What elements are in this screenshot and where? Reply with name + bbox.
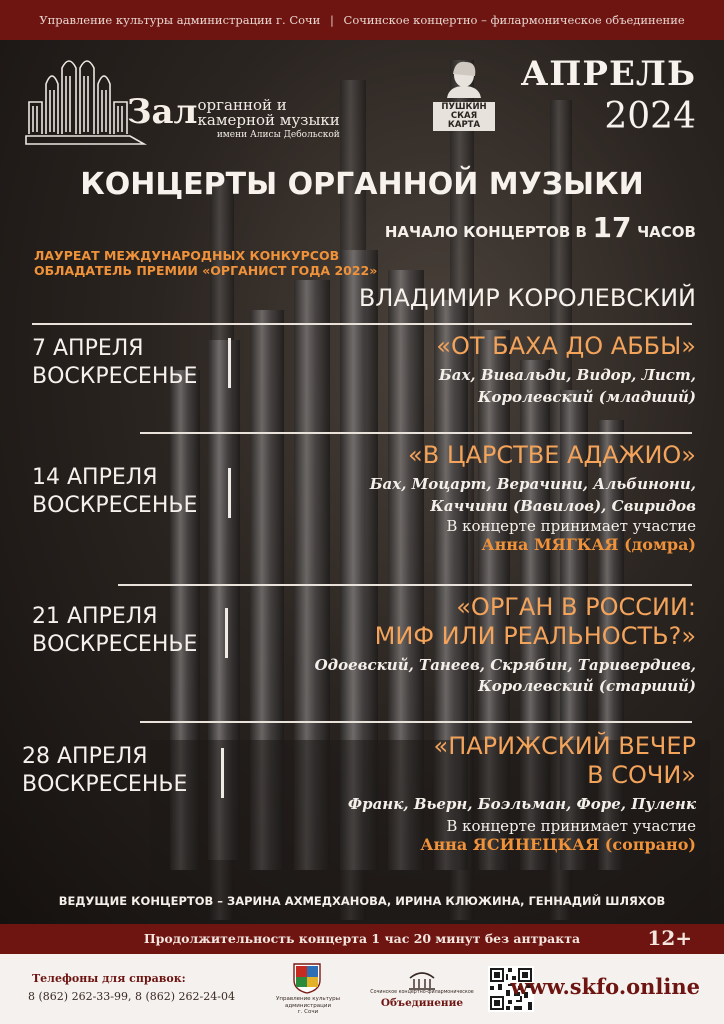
concert-1-title: «ОТ БАХА ДО АББЫ» — [436, 332, 696, 360]
hosts-line: ВЕДУЩИЕ КОНЦЕРТОВ – ЗАРИНА АХМЕДХАНОВА, ИРИНА КЛЮЖИНА, ГЕННАДИЙ ШЛЯХОВ — [58, 894, 666, 908]
culture-caption-2: администрации — [284, 1002, 332, 1009]
concert-1-bar — [228, 338, 231, 388]
performer-name: ВЛАДИМИР КОРОЛЕВСКИЙ — [358, 284, 696, 312]
sko-big-text: Объединение — [380, 997, 464, 1009]
divider-1 — [32, 323, 692, 325]
concert-2-participation: В концерте принимает участие — [446, 517, 696, 536]
laureate-line1: ЛАУРЕАТ МЕЖДУНАРОДНЫХ КОНКУРСОВ — [34, 248, 340, 263]
concert-4-info — [348, 732, 696, 854]
concert-1-day: ВОСКРЕСЕНЬЕ — [32, 363, 198, 389]
hall-name — [127, 92, 340, 143]
philharmonic-building-icon — [407, 968, 437, 990]
hall-name-line1: органной и — [197, 96, 287, 114]
culture-caption-1: Управление культуры — [276, 996, 340, 1002]
divider-4 — [140, 721, 692, 723]
hall-name-line2: камерной музыки — [197, 111, 340, 129]
concert-3-date-text: 21 АПРЕЛЯ — [32, 604, 158, 629]
concert-1-date — [32, 335, 197, 390]
concert-2-day: ВОСКРЕСЕНЬЕ — [32, 492, 198, 518]
philharmonic-text: Сочинское концертно – филармоническое объединение — [343, 13, 685, 27]
pushkin-line1: ПУШКИН — [441, 102, 487, 112]
concert-2-soloist: Анна МЯГКАЯ (домра) — [481, 535, 696, 555]
concert-1-date-text: 7 АПРЕЛЯ — [32, 336, 144, 361]
divider-3 — [118, 584, 692, 586]
pushkin-line3: КАРТА — [447, 120, 481, 130]
top-strip — [0, 0, 724, 40]
concert-3-title-2: МИФ ИЛИ РЕАЛЬНОСТЬ?» — [374, 621, 696, 650]
concert-3-day: ВОСКРЕСЕНЬЕ — [32, 631, 198, 657]
hall-name-line3: имени Алисы Дебольской — [216, 130, 340, 140]
concert-2-bar — [228, 468, 231, 518]
concert-4-date-text: 28 АПРЕЛЯ — [22, 744, 148, 769]
concert-4-soloist: Анна ЯСИНЕЦКАЯ (сопрано) — [420, 835, 696, 855]
divider-2 — [140, 432, 692, 434]
concert-1-info — [436, 332, 696, 408]
concert-4-title-2: В СОЧИ» — [587, 760, 696, 789]
concert-1-composers-2: Королевский (младший) — [477, 387, 696, 406]
start-text: НАЧАЛО КОНЦЕРТОВ В — [384, 223, 587, 241]
year-label: 2024 — [604, 96, 696, 137]
concert-3-bar — [225, 608, 228, 658]
culture-caption-3: г. Сочи — [297, 1009, 319, 1015]
concert-4-date — [22, 743, 187, 798]
duration-bar — [0, 924, 724, 954]
start-time — [385, 211, 696, 244]
culture-dept-text: Управление культуры администрации г. Сочи — [39, 13, 321, 27]
concert-2-title: «В ЦАРСТВЕ АДАЖИО» — [408, 441, 696, 469]
sko-small-text: Сочинское концертно-филармоническое — [370, 990, 474, 995]
concert-3-info — [315, 593, 696, 698]
headline: КОНЦЕРТЫ ОРГАННОЙ МУЗЫКИ — [80, 167, 644, 202]
hall-name-big: Зал — [127, 92, 198, 132]
start-hour: 17 — [592, 211, 632, 244]
start-unit: ЧАСОВ — [637, 223, 696, 241]
phones-numbers: 8 (862) 262-33-99, 8 (862) 262-24-04 — [28, 990, 235, 1003]
separator: | — [329, 13, 334, 27]
laureate-line2: ОБЛАДАТЕЛЬ ПРЕМИИ «ОРГАНИСТ ГОДА 2022» — [34, 263, 378, 278]
concert-3-composers-2: Королевский (старший) — [478, 677, 696, 696]
concert-3-date — [32, 603, 197, 658]
concert-1-composers-1: Бах, Вивальди, Видор, Лист, — [438, 365, 696, 384]
concert-4-day: ВОСКРЕСЕНЬЕ — [22, 771, 188, 797]
concert-2-info — [370, 441, 696, 554]
concert-3-title-1: «ОРГАН В РОССИИ: — [456, 593, 696, 621]
phones-label: Телефоны для справок: — [32, 972, 186, 985]
poster-main — [0, 40, 724, 924]
sochi-coat-of-arms-icon — [292, 962, 322, 994]
concert-2-composers-1: Бах, Моцарт, Верачини, Альбинони, — [369, 474, 696, 493]
pushkin-card-text — [433, 102, 495, 131]
concert-3-composers-1: Одоевский, Танеев, Скрябин, Таривердиев, — [314, 655, 696, 674]
concert-2-date — [32, 464, 197, 519]
concert-2-date-text: 14 АПРЕЛЯ — [32, 465, 158, 490]
concert-4-bar — [221, 748, 224, 798]
footer — [0, 954, 724, 1024]
concert-4-composers-1: Франк, Вьерн, Боэльман, Форе, Пуленк — [347, 794, 696, 813]
pushkin-card-logo — [433, 58, 495, 128]
pushkin-line2: СКАЯ — [450, 111, 478, 121]
pushkin-portrait-icon — [433, 58, 495, 98]
culture-dept-caption — [270, 996, 346, 1016]
age-rating: 12+ — [647, 926, 692, 950]
month-label: АПРЕЛЬ — [520, 54, 696, 94]
laureate-block — [34, 248, 377, 278]
concert-2-composers-2: Каччини (Вавилов), Свиридов — [430, 496, 696, 515]
concert-4-participation: В концерте принимает участие — [446, 817, 696, 836]
concert-4-title-1: «ПАРИЖСКИЙ ВЕЧЕР — [433, 732, 696, 760]
website-link[interactable]: www.skfo.online — [510, 974, 700, 999]
duration-text: Продолжительность концерта 1 час 20 минут без антракта — [143, 931, 581, 946]
